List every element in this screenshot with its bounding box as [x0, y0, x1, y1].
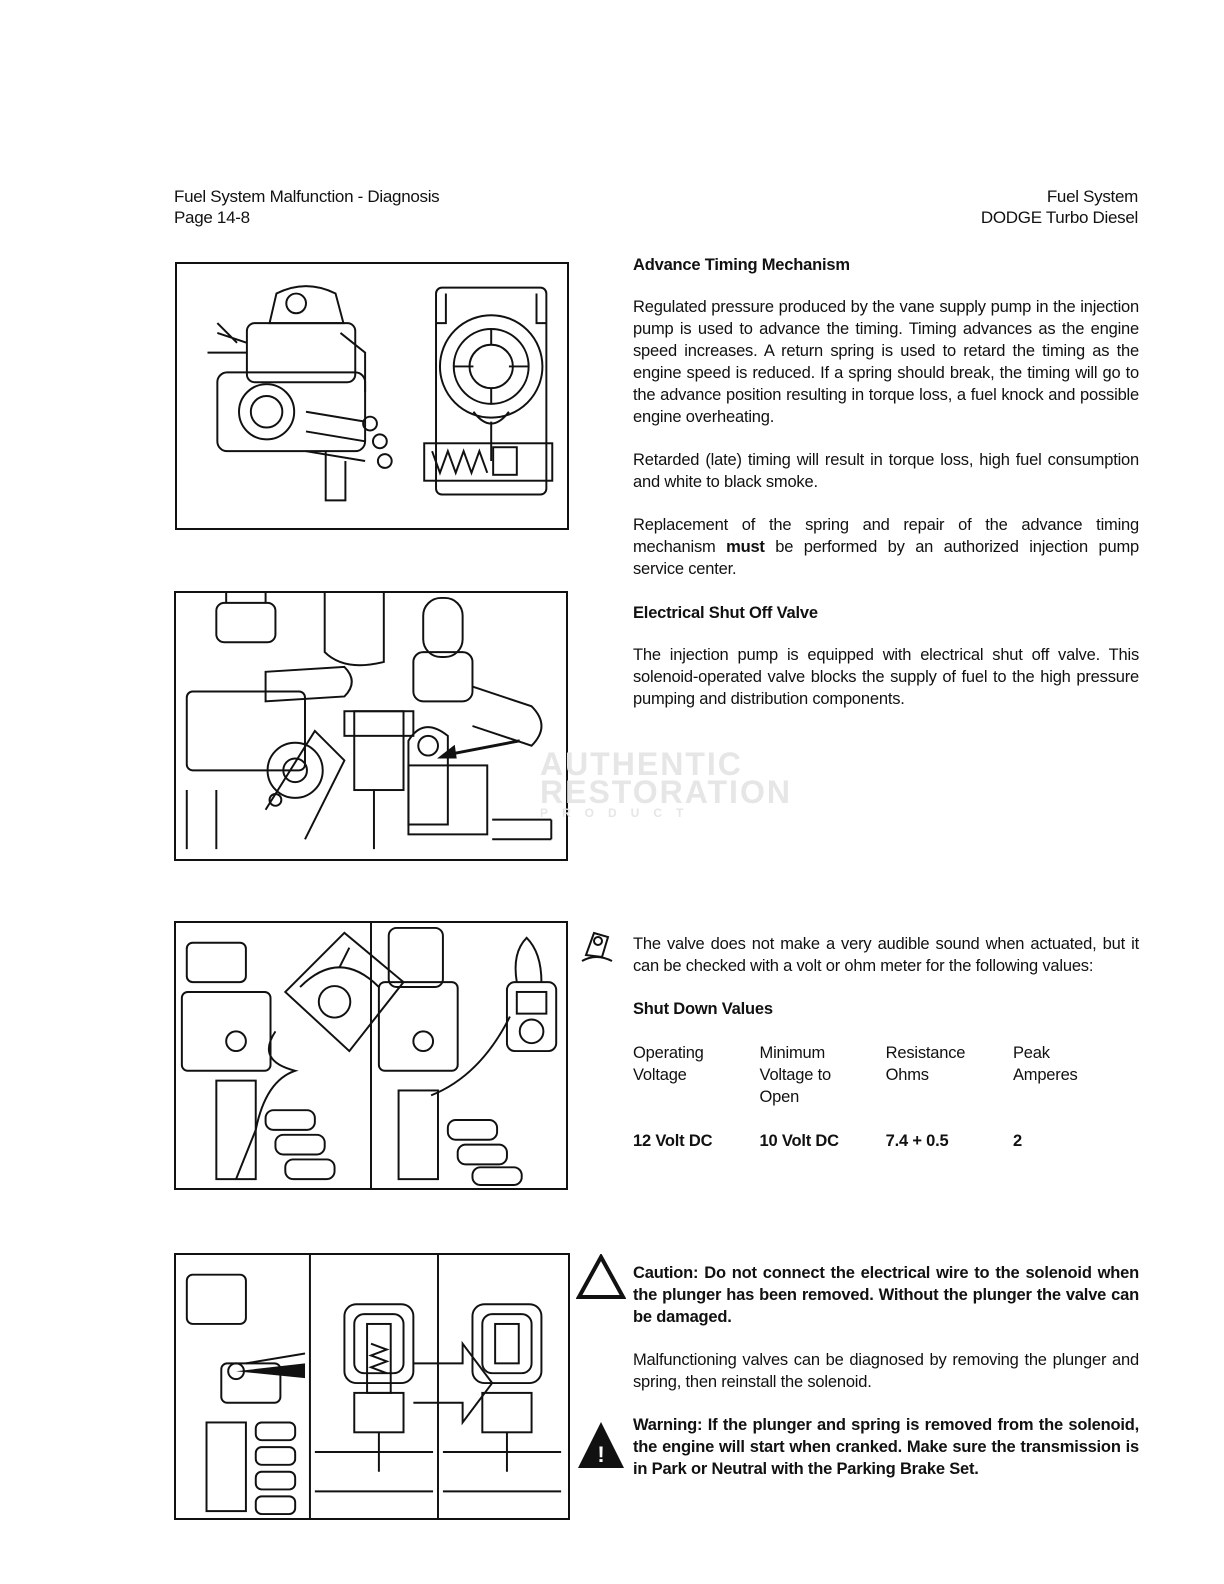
shutdown-values-heading: Shut Down Values [633, 1000, 773, 1018]
value-minimum-voltage: 10 Volt DC [759, 1132, 839, 1150]
warning-text: Warning: If the plunger and spring is removed from the solenoid, the engine will start when cranked. Make sure the transmission is in Park or Neutral with the Parking Brake Set. [633, 1416, 1139, 1478]
value-operating-voltage: 12 Volt DC [633, 1132, 713, 1150]
table-header-row [633, 1042, 1139, 1108]
header-right [981, 186, 1138, 228]
header-line: Voltage [633, 1066, 687, 1084]
pump-illustration [177, 264, 567, 528]
table-row [633, 1108, 1139, 1152]
column-header-peak-amperes [1013, 1042, 1139, 1108]
warning-icon-glyph: ! [597, 1442, 605, 1467]
malfunction-text: Malfunctioning valves can be diagnosed by removing the plunger and spring, then reinstall the solenoid. [633, 1351, 1139, 1391]
figure-meter-check [174, 921, 568, 1190]
column-header-resistance [886, 1042, 1013, 1108]
technician-note-icon [580, 925, 614, 965]
shutdown-values-table [633, 1042, 1139, 1152]
watermark [540, 746, 792, 820]
advance-timing-para3-emphasis: must [726, 538, 765, 556]
advance-timing-paragraph-3 [633, 514, 1139, 580]
header-line: Operating [633, 1044, 704, 1062]
header-vehicle-title: DODGE Turbo Diesel [980, 208, 1138, 227]
advance-timing-paragraph-2: Retarded (late) timing will result in torque loss, high fuel consumption and white to black smoke. [633, 451, 1139, 491]
shutoff-valve-illustration [176, 593, 566, 859]
advance-timing-heading: Advance Timing Mechanism [633, 256, 850, 274]
header-left [174, 186, 439, 228]
advance-timing-section [633, 254, 1139, 710]
meter-note-section [633, 933, 1139, 1152]
value-peak-amperes: 2 [1012, 1132, 1022, 1150]
meter-note-text: The valve does not make a very audible sound when actuated, but it can be checked with a volt or ohm meter for the following values: [633, 935, 1139, 975]
column-header-minimum-voltage [760, 1042, 886, 1108]
header-page-number: Page 14-8 [174, 208, 250, 227]
solenoid-illustration [176, 1255, 568, 1518]
header-line: Voltage to [759, 1066, 831, 1084]
shutoff-heading: Electrical Shut Off Valve [633, 604, 818, 622]
header-line: Open [759, 1088, 800, 1106]
caution-icon [576, 1254, 626, 1300]
header-system-title: Fuel System [1046, 187, 1138, 206]
advance-timing-para3-lead: Replacement of the spring and repair of the advance timing mechanism [633, 516, 1139, 556]
value-resistance: 7.4 + 0.5 [885, 1132, 949, 1150]
header-line: Ohms [885, 1066, 929, 1084]
figure-solenoid-plunger [174, 1253, 570, 1520]
figure-advance-timing [175, 262, 569, 530]
meter-illustration [176, 923, 566, 1188]
header-line: Resistance [885, 1044, 966, 1062]
shutoff-paragraph: The injection pump is equipped with electrical shut off valve. This solenoid-operated valve blocks the supply of fuel to the high pressure pumping and distribution components. [633, 646, 1139, 708]
column-header-operating-voltage [633, 1042, 760, 1108]
header-section-title: Fuel System Malfunction - Diagnosis [174, 187, 440, 206]
caution-text: Caution: Do not connect the electrical wire to the solenoid when the plunger has been removed. Without the plunger the valve can be damaged. [633, 1264, 1139, 1326]
watermark-line-1: AUTHENTIC [540, 746, 743, 782]
caution-section [633, 1262, 1139, 1480]
advance-timing-paragraph-1: Regulated pressure produced by the vane supply pump in the injection pump is used to advance the timing. Timing advances as the engine speed increases. A return spring is used to retard the timing as the engine speed is reduced. If a spring should break, the timing will go to the advance position resulting in torque loss, a fuel knock and possible engine overheating. [633, 298, 1139, 426]
watermark-line-2: RESTORATION [540, 774, 792, 810]
advance-timing-para3-tail: be performed by an authorized injection pump service center. [633, 538, 1139, 578]
header-line: Amperes [1012, 1066, 1078, 1084]
watermark-line-3: PRODUCT [540, 806, 698, 820]
header-line: Peak [1012, 1044, 1050, 1062]
figure-shutoff-valve [174, 591, 568, 861]
header-line: Minimum [759, 1044, 826, 1062]
warning-icon [576, 1420, 626, 1470]
